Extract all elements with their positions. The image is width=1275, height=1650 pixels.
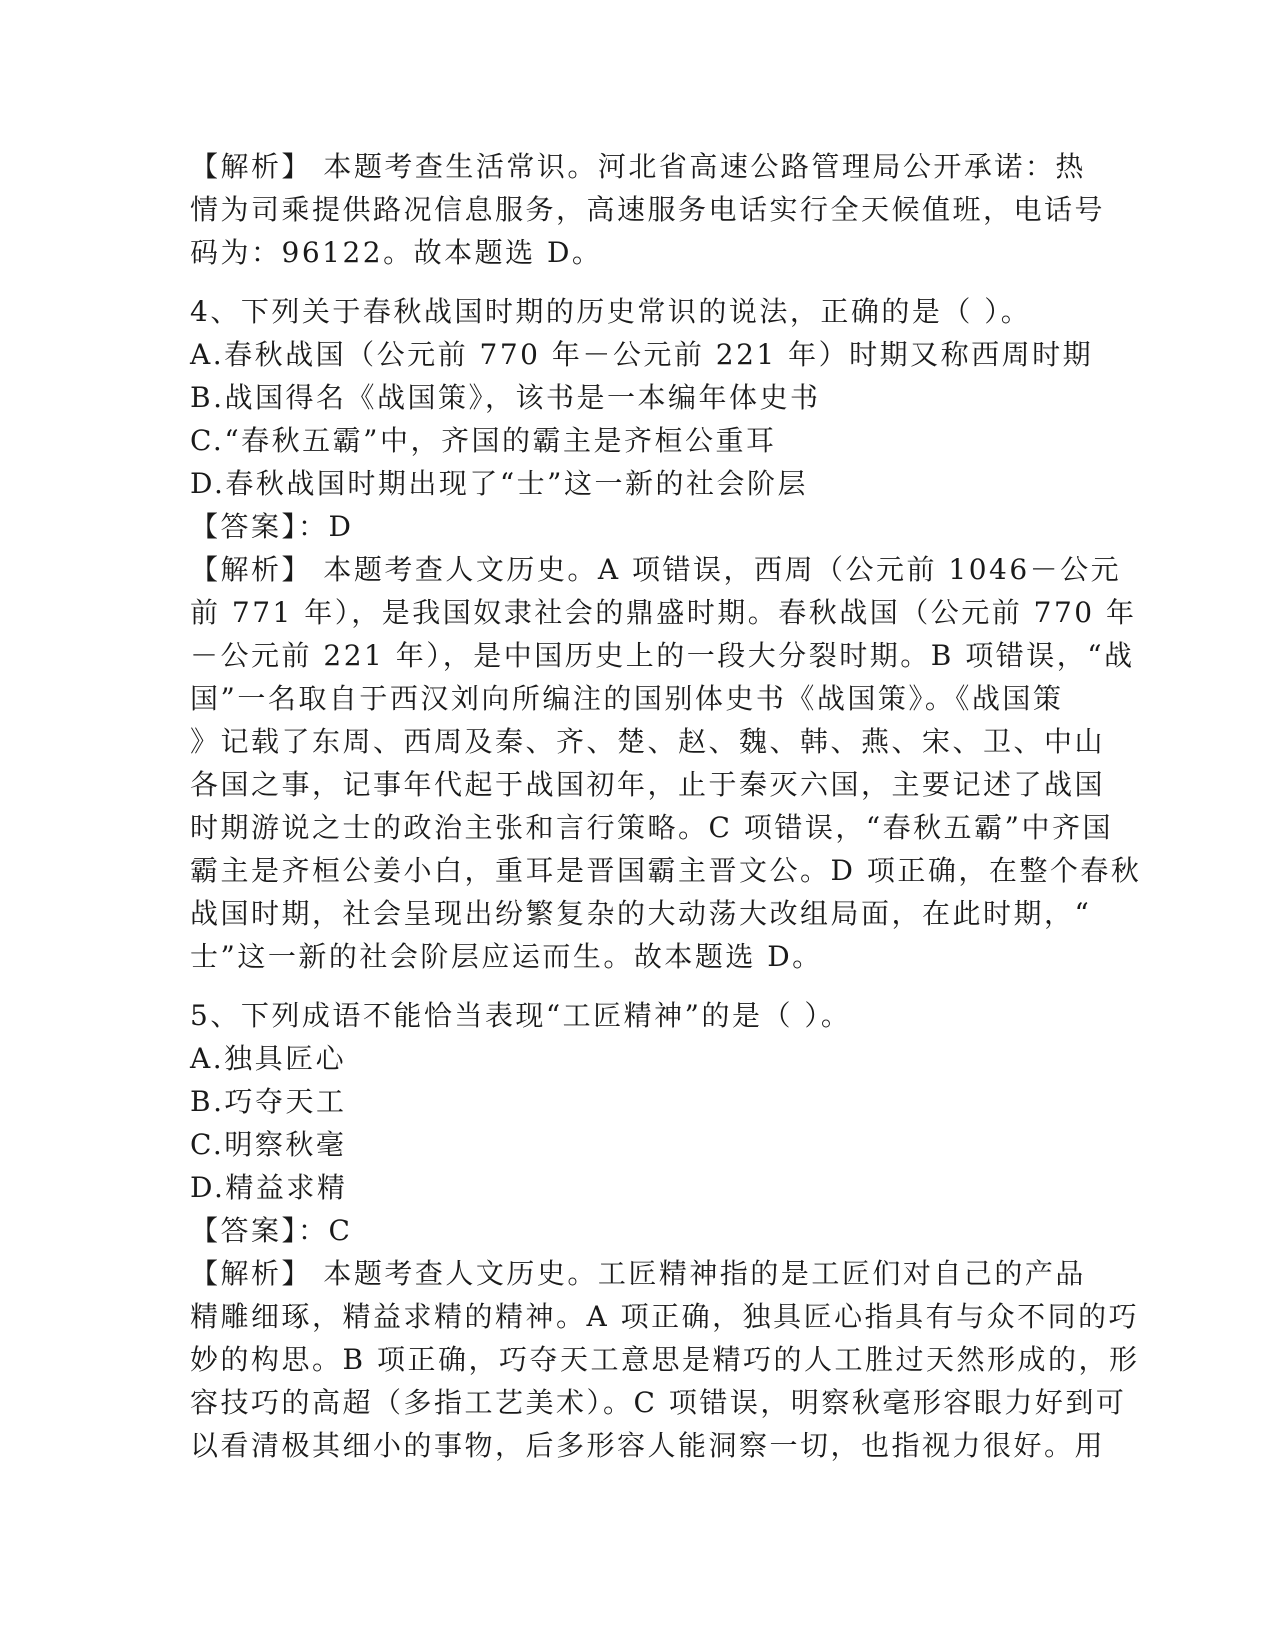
explanation-line: 霸主是齐桓公姜小白，重耳是晋国霸主晋文公。D 项正确，在整个春秋 xyxy=(190,854,1142,887)
option-a: A.春秋战国（公元前 770 年－公元前 221 年）时期又称西周时期 xyxy=(190,338,1094,371)
option-d: D.精益求精 xyxy=(190,1171,348,1204)
option-b: B.巧夺天工 xyxy=(190,1085,347,1118)
explanation-line: 码为：96122。故本题选 D。 xyxy=(190,236,603,269)
explanation-line: 妙的构思。B 项正确，巧夺天工意思是精巧的人工胜过天然形成的，形 xyxy=(190,1343,1140,1376)
explanation-line: 【解析】 本题考查生活常识。河北省高速公路管理局公开承诺：热 xyxy=(190,150,1086,183)
option-a: A.独具匠心 xyxy=(190,1042,347,1075)
document-page xyxy=(190,145,1142,1467)
question-5 xyxy=(190,994,1140,1467)
explanation-line: －公元前 221 年），是中国历史上的一段大分裂时期。B 项错误，“战 xyxy=(190,639,1135,672)
explanation-line: 以看清极其细小的事物，后多形容人能洞察一切，也指视力很好。用 xyxy=(190,1429,1106,1462)
explanation-line: 战国时期，社会呈现出纷繁复杂的大动荡大改组局面，在此时期，“ xyxy=(190,897,1092,930)
explanation-line: 国”一名取自于西汉刘向所编注的国别体史书《战国策》。《战国策 xyxy=(190,682,1064,715)
explanation-line: 士”这一新的社会阶层应运而生。故本题选 D。 xyxy=(190,940,823,973)
explanation-line: 》记载了东周、西周及秦、齐、楚、赵、魏、韩、燕、宋、卫、中山 xyxy=(190,725,1106,758)
question-text: 5、下列成语不能恰当表现“工匠精神”的是（ ）。 xyxy=(190,999,852,1032)
q3-explanation xyxy=(190,145,1106,274)
explanation-line: 各国之事，记事年代起于战国初年，止于秦灭六国，主要记述了战国 xyxy=(190,768,1106,801)
option-d: D.春秋战国时期出现了“士”这一新的社会阶层 xyxy=(190,467,808,500)
explanation-line: 时期游说之士的政治主张和言行策略。C 项错误，“春秋五霸”中齐国 xyxy=(190,811,1113,844)
question-4 xyxy=(190,290,1142,978)
option-b: B.战国得名《战国策》，该书是一本编年体史书 xyxy=(190,381,821,414)
option-c: C.“春秋五霸”中，齐国的霸主是齐桓公重耳 xyxy=(190,424,777,457)
explanation-line: 情为司乘提供路况信息服务，高速服务电话实行全天候值班，电话号 xyxy=(190,193,1106,226)
explanation-line: 【解析】 本题考查人文历史。A 项错误，西周（公元前 1046－公元 xyxy=(190,553,1122,586)
explanation-line: 前 771 年），是我国奴隶社会的鼎盛时期。春秋战国（公元前 770 年 xyxy=(190,596,1137,629)
answer-line: 【答案】：D xyxy=(190,510,354,543)
explanation-line: 【解析】 本题考查人文历史。工匠精神指的是工匠们对自己的产品 xyxy=(190,1257,1086,1290)
answer-line: 【答案】：C xyxy=(190,1214,353,1247)
explanation-line: 容技巧的高超（多指工艺美术）。C 项错误，明察秋毫形容眼力好到可 xyxy=(190,1386,1127,1419)
option-c: C.明察秋毫 xyxy=(190,1128,347,1161)
explanation-line: 精雕细琢，精益求精的精神。A 项正确，独具匠心指具有与众不同的巧 xyxy=(190,1300,1140,1333)
question-text: 4、下列关于春秋战国时期的历史常识的说法，正确的是（ ）。 xyxy=(190,295,1032,328)
